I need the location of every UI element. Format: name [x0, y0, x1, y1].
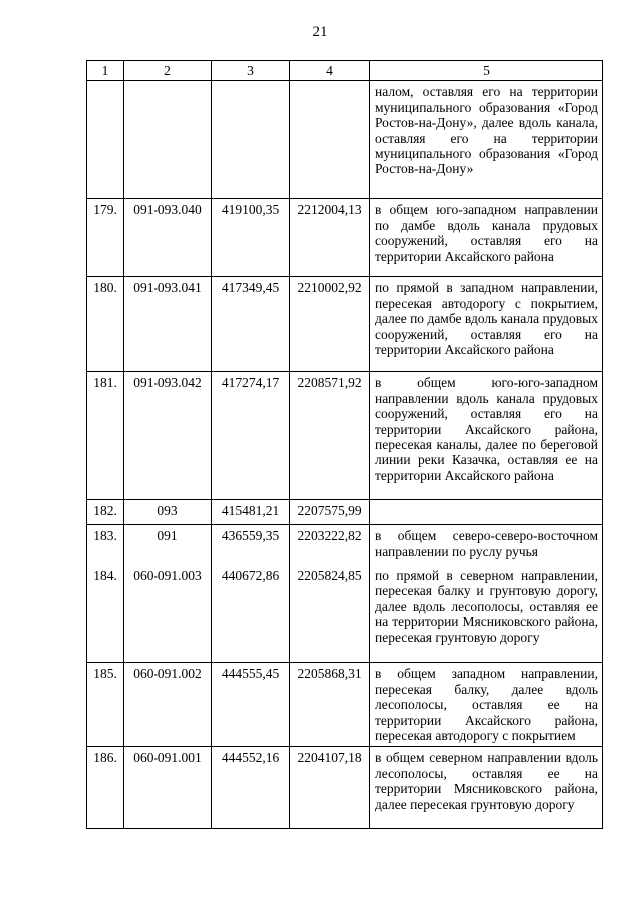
table-row — [87, 525, 603, 565]
table-row — [87, 199, 603, 277]
boundary-description: налом, оставляя его на территории муниципального образования «Город Ростов-на-Дону», далее вдоль канала, оставляя его на территории муниципального образования «Город Ростов-на-Дону» — [370, 81, 603, 199]
x-coordinate: 419100,35 — [212, 199, 290, 277]
boundary-coordinates-table — [86, 60, 603, 829]
boundary-description: в общем западном направлении, пересекая балку, далее вдоль лесополосы, оставляя ее на территории Аксайского района, пересекая автодорогу с покрытием — [370, 663, 603, 747]
y-coordinate: 2205868,31 — [290, 663, 370, 747]
x-coordinate: 417274,17 — [212, 372, 290, 500]
table-row — [87, 372, 603, 500]
row-number: 182. — [87, 500, 124, 525]
x-coordinate: 415481,21 — [212, 500, 290, 525]
table-row — [87, 81, 603, 199]
row-number: 181. — [87, 372, 124, 500]
column-header-1: 1 — [87, 61, 124, 81]
point-code — [124, 81, 212, 199]
x-coordinate — [212, 81, 290, 199]
row-number: 180. — [87, 277, 124, 372]
boundary-description: по прямой в северном направлении, пересекая балку и грунтовую дорогу, далее вдоль лесополосы, оставляя ее на территории Мясниковского района, пересекая грунтовую дорогу — [370, 565, 603, 663]
boundary-description: в общем северо-северо-восточном направлении по руслу ручья — [370, 525, 603, 565]
point-code: 060-091.002 — [124, 663, 212, 747]
x-coordinate: 444555,45 — [212, 663, 290, 747]
table-row — [87, 747, 603, 829]
table-row — [87, 565, 603, 663]
y-coordinate: 2207575,99 — [290, 500, 370, 525]
y-coordinate: 2208571,92 — [290, 372, 370, 500]
boundary-description — [370, 500, 603, 525]
x-coordinate: 440672,86 — [212, 565, 290, 663]
point-code: 091 — [124, 525, 212, 565]
table-header-row — [87, 61, 603, 81]
table-row — [87, 663, 603, 747]
y-coordinate: 2204107,18 — [290, 747, 370, 829]
page-number: 21 — [312, 24, 328, 40]
column-header-4: 4 — [290, 61, 370, 81]
x-coordinate: 417349,45 — [212, 277, 290, 372]
point-code: 060-091.001 — [124, 747, 212, 829]
y-coordinate: 2212004,13 — [290, 199, 370, 277]
y-coordinate: 2203222,82 — [290, 525, 370, 565]
table-row — [87, 277, 603, 372]
column-header-3: 3 — [212, 61, 290, 81]
point-code: 093 — [124, 500, 212, 525]
point-code: 091-093.041 — [124, 277, 212, 372]
row-number: 184. — [87, 565, 124, 663]
column-header-5: 5 — [370, 61, 603, 81]
point-code: 091-093.042 — [124, 372, 212, 500]
column-header-2: 2 — [124, 61, 212, 81]
y-coordinate: 2205824,85 — [290, 565, 370, 663]
row-number — [87, 81, 124, 199]
table-row — [87, 500, 603, 525]
boundary-description: в общем юго-юго-западном направлении вдоль канала прудовых сооружений, оставляя его на территории Аксайского района, пересекая каналы, далее по береговой линии реки Казачка, оставляя ее на территории Аксайского района — [370, 372, 603, 500]
point-code: 060-091.003 — [124, 565, 212, 663]
boundary-description: по прямой в западном направлении, пересекая автодорогу с покрытием, далее по дамбе вдоль канала прудовых сооружений, оставляя его на территории Аксайского района — [370, 277, 603, 372]
boundary-description: в общем северном направлении вдоль лесополосы, оставляя ее на территории Мясниковского района, далее пересекая грунтовую дорогу — [370, 747, 603, 829]
y-coordinate — [290, 81, 370, 199]
y-coordinate: 2210002,92 — [290, 277, 370, 372]
row-number: 183. — [87, 525, 124, 565]
row-number: 179. — [87, 199, 124, 277]
x-coordinate: 436559,35 — [212, 525, 290, 565]
row-number: 185. — [87, 663, 124, 747]
x-coordinate: 444552,16 — [212, 747, 290, 829]
boundary-description: в общем юго-западном направлении по дамбе вдоль канала прудовых сооружений, оставляя его на территории Аксайского района — [370, 199, 603, 277]
row-number: 186. — [87, 747, 124, 829]
point-code: 091-093.040 — [124, 199, 212, 277]
